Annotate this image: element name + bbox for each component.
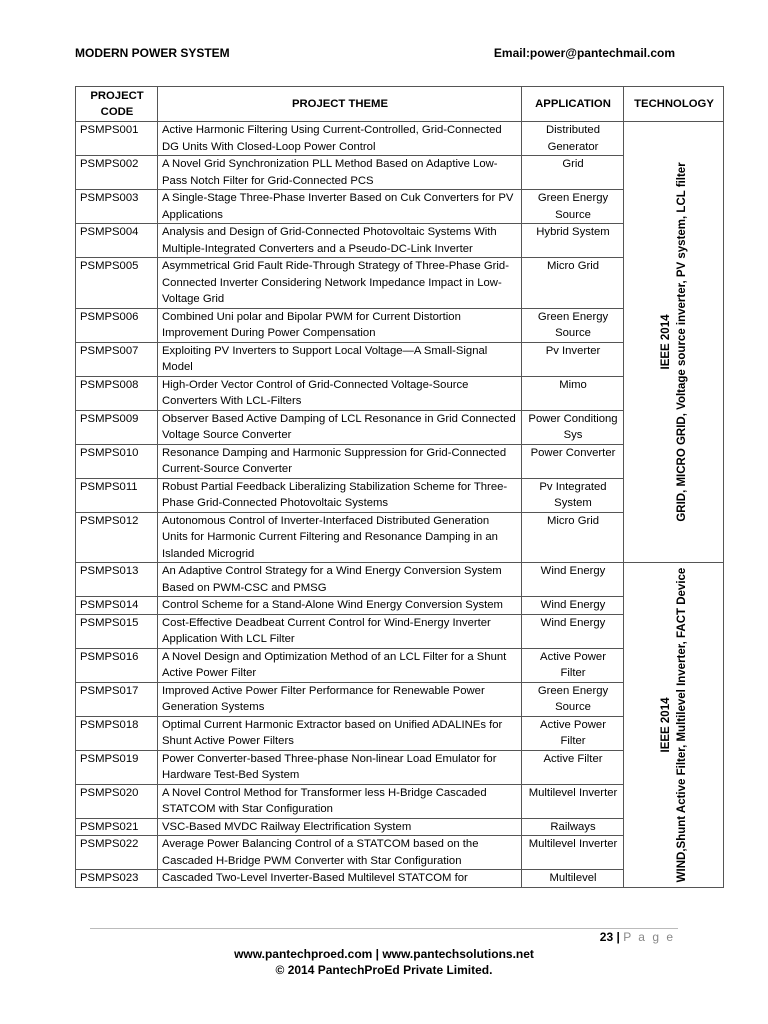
project-code: PSMPS023 [76,870,158,888]
project-application: Hybrid System [522,224,624,258]
project-application: Pv Integrated System [522,478,624,512]
project-application: Wind Energy [522,614,624,648]
project-theme: Improved Active Power Filter Performance for Renewable Power Generation Systems [158,682,522,716]
project-code: PSMPS016 [76,648,158,682]
project-application: Multilevel [522,870,624,888]
project-code: PSMPS015 [76,614,158,648]
project-code: PSMPS011 [76,478,158,512]
project-theme: A Single-Stage Three-Phase Inverter Based on Cuk Converters for PV Applications [158,190,522,224]
project-code: PSMPS022 [76,836,158,870]
project-code: PSMPS002 [76,156,158,190]
column-header-code: PROJECT CODE [76,87,158,122]
project-application: Multilevel Inverter [522,836,624,870]
project-code: PSMPS017 [76,682,158,716]
technology-group-cell [624,563,724,888]
project-code: PSMPS008 [76,376,158,410]
project-theme: Analysis and Design of Grid-Connected Photovoltaic Systems With Multiple-Integrated Converters and a Pseudo-DC-Link Inverter [158,224,522,258]
project-code: PSMPS020 [76,784,158,818]
project-application: Wind Energy [522,563,624,597]
project-application: Active Power Filter [522,648,624,682]
project-application: Pv Inverter [522,342,624,376]
project-theme: Resonance Damping and Harmonic Suppression for Grid-Connected Current-Source Converter [158,444,522,478]
project-code: PSMPS009 [76,410,158,444]
project-theme: Cost-Effective Deadbeat Current Control for Wind-Energy Inverter Application With LCL Filter [158,614,522,648]
project-code: PSMPS007 [76,342,158,376]
project-theme: Exploiting PV Inverters to Support Local Voltage—A Small-Signal Model [158,342,522,376]
project-code: PSMPS001 [76,122,158,156]
project-application: Micro Grid [522,512,624,563]
project-application: Multilevel Inverter [522,784,624,818]
technology-topics: WIND,Shunt Active Filter, Multilevel Inverter, FACT Device [675,567,688,883]
project-table [75,86,724,888]
project-theme: Asymmetrical Grid Fault Ride-Through Strategy of Three-Phase Grid-Connected Inverter Considering Network Impedance Impact in Low-Voltage Grid [158,258,522,309]
page-label: P a g e [623,930,675,944]
project-application: Wind Energy [522,597,624,615]
project-code: PSMPS006 [76,308,158,342]
column-header-application: APPLICATION [522,87,624,122]
project-theme: A Novel Design and Optimization Method of an LCL Filter for a Shunt Active Power Filter [158,648,522,682]
project-application: Mimo [522,376,624,410]
document-title: MODERN POWER SYSTEM [75,46,230,60]
project-theme: Active Harmonic Filtering Using Current-Controlled, Grid-Connected DG Units With Closed-Loop Power Control [158,122,522,156]
project-application: Power Conditiong Sys [522,410,624,444]
project-theme: Combined Uni polar and Bipolar PWM for Current Distortion Improvement During Power Compensation [158,308,522,342]
project-code: PSMPS010 [76,444,158,478]
table-row [76,122,724,156]
technology-year: IEEE 2014 [659,697,672,753]
project-code: PSMPS004 [76,224,158,258]
technology-group-cell [624,122,724,563]
project-theme: Control Scheme for a Stand-Alone Wind Energy Conversion System [158,597,522,615]
page-number [600,930,675,944]
footer-links[interactable]: www.pantechproed.com | www.pantechsolutions.net [234,947,534,961]
project-code: PSMPS005 [76,258,158,309]
project-application: Green Energy Source [522,308,624,342]
project-application: Active Filter [522,750,624,784]
project-theme: Power Converter-based Three-phase Non-linear Load Emulator for Hardware Test-Bed System [158,750,522,784]
project-theme: Autonomous Control of Inverter-Interfaced Distributed Generation Units for Harmonic Current Filtering and Resonance Damping in an Islanded Microgrid [158,512,522,563]
page-separator: | [616,930,624,944]
project-theme: Observer Based Active Damping of LCL Resonance in Grid Connected Voltage Source Converter [158,410,522,444]
column-header-technology: TECHNOLOGY [624,87,724,122]
project-application: Railways [522,818,624,836]
project-theme: A Novel Control Method for Transformer less H-Bridge Cascaded STATCOM with Star Configuration [158,784,522,818]
project-theme: A Novel Grid Synchronization PLL Method Based on Adaptive Low-Pass Notch Filter for Grid-Connected PCS [158,156,522,190]
project-code: PSMPS003 [76,190,158,224]
footer-divider [90,928,678,929]
project-application: Power Converter [522,444,624,478]
technology-year: IEEE 2014 [659,314,672,370]
page-number-value: 23 [599,930,614,944]
project-application: Distributed Generator [522,122,624,156]
project-code: PSMPS013 [76,563,158,597]
technology-topics: GRID, MICRO GRID, Voltage source inverter, PV system, LCL filter [675,162,688,522]
column-header-theme: PROJECT THEME [158,87,522,122]
footer-copyright: © 2014 PantechProEd Private Limited. [275,963,493,977]
project-theme: VSC-Based MVDC Railway Electrification System [158,818,522,836]
table-row [76,563,724,597]
project-code: PSMPS018 [76,716,158,750]
project-theme: Robust Partial Feedback Liberalizing Stabilization Scheme for Three-Phase Grid-Connected Photovoltaic Systems [158,478,522,512]
project-theme: Cascaded Two-Level Inverter-Based Multilevel STATCOM for [158,870,522,888]
project-code: PSMPS014 [76,597,158,615]
project-theme: Average Power Balancing Control of a STATCOM based on the Cascaded H-Bridge PWM Converter with Star Configuration [158,836,522,870]
project-application: Active Power Filter [522,716,624,750]
project-application: Grid [522,156,624,190]
project-theme: Optimal Current Harmonic Extractor based on Unified ADALINEs for Shunt Active Power Filters [158,716,522,750]
project-theme: An Adaptive Control Strategy for a Wind Energy Conversion System Based on PWM-CSC and PMSG [158,563,522,597]
project-application: Green Energy Source [522,190,624,224]
technology-label [658,162,690,521]
project-code: PSMPS021 [76,818,158,836]
project-code: PSMPS012 [76,512,158,563]
technology-label [658,567,690,882]
table-header-row [76,87,724,122]
project-application: Micro Grid [522,258,624,309]
contact-email: Email:power@pantechmail.com [493,46,675,60]
project-theme: High-Order Vector Control of Grid-Connected Voltage-Source Converters With LCL-Filters [158,376,522,410]
project-code: PSMPS019 [76,750,158,784]
project-application: Green Energy Source [522,682,624,716]
table-body [76,122,724,888]
